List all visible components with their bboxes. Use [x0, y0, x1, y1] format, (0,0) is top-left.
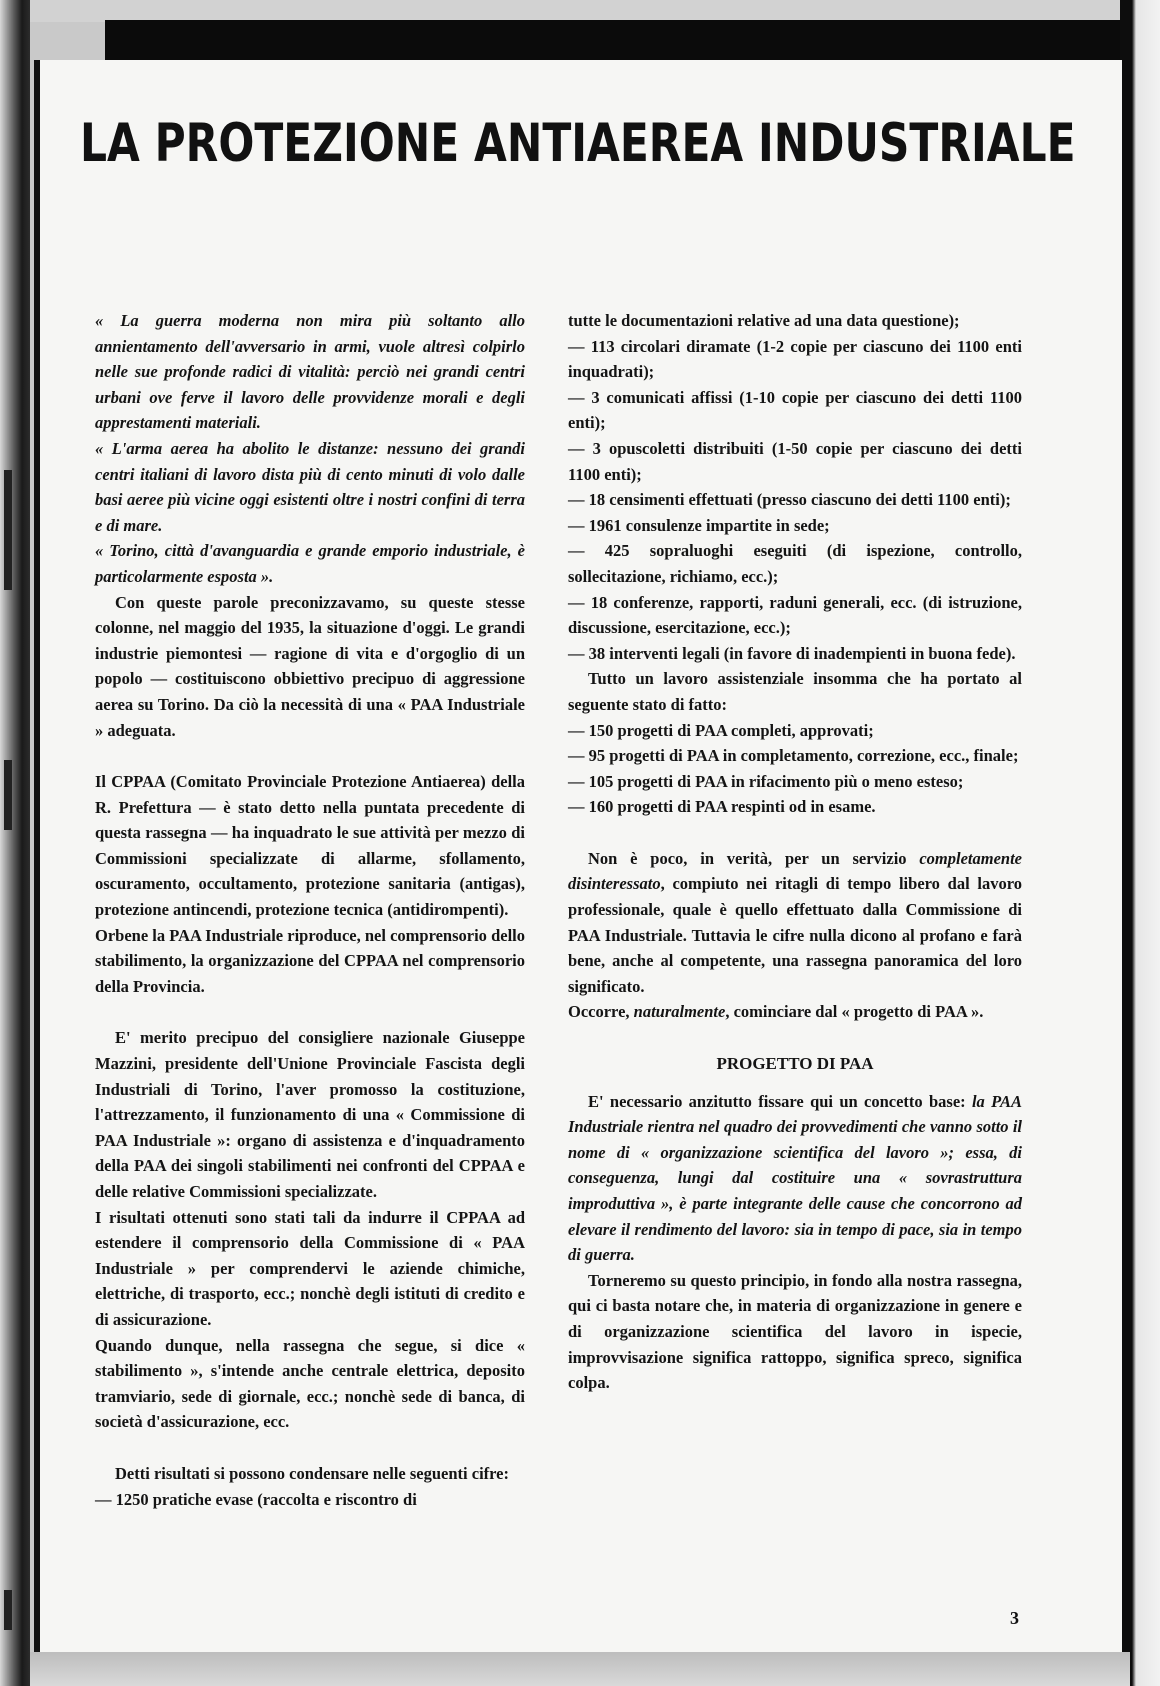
list-item: — 18 conferenze, rapporti, raduni generali, ecc. (di istruzione, discussione, esercitazione, ecc.);	[568, 592, 1022, 638]
list-item: — 150 progetti di PAA completi, approvati;	[568, 720, 874, 740]
section-heading: PROGETTO DI PAA	[716, 1054, 874, 1074]
quote-paragraph: « L'arma aerea ha abolito le distanze: nessuno dei grandi centri italiani di lavoro dista più di cento minuti di volo dalle basi aeree più vicine oggi esistenti oltre i nostri confini di terra e di mare.	[95, 438, 525, 535]
body-paragraph	[568, 1089, 1022, 1268]
text-run: , cominciare dal « progetto di PAA ».	[725, 1002, 984, 1022]
list-item: — 105 progetti di PAA in rifacimento più o meno esteso;	[568, 771, 964, 791]
body-paragraph: Il CPPAA (Comitato Provinciale Protezione Antiaerea) della R. Prefettura — è stato detto nella puntata precedente di questa rassegna — ha inquadrato le sue attività per mezzo di Commissioni specializzate di allarme, sfollamento, oscuramento, occultamento, protezione sanitaria (antigas), protezione antincendi, protezione tecnica (antidirompenti).	[95, 772, 525, 920]
body-paragraph	[568, 846, 1022, 1000]
left-column	[95, 308, 525, 1512]
binding-mark	[4, 760, 12, 830]
list-item: — 425 sopraluoghi eseguiti (di ispezione, controllo, sollecitazione, richiamo, ecc.);	[568, 541, 1022, 586]
italic-run: la PAA Industriale rientra nel quadro dei provvedimenti che vanno sotto il nome di « organizzazione scientifica del lavoro »; essa, di conseguenza, lungi dal costituire una « sovrastruttura improduttiva », è parte integrante delle cause che concorrono ad elevare il rendimento del lavoro: sia in tempo di pace, sia in tempo di guerra.	[568, 1091, 1022, 1265]
page-number: 3	[1010, 1608, 1019, 1628]
body-paragraph: E' merito precipuo del consigliere nazionale Giuseppe Mazzini, presidente dell'Unione Provinciale Fascista degli Industriali di Torino, l'aver promosso la costituzione, l'attrezzamento, il funzionamento di una « Commissione di PAA Industriale »: organo di assistenza e d'inquadramento della PAA dei singoli stabilimenti nei confronti del CPPAA e delle relative Commissioni specializzate.	[95, 1028, 525, 1201]
list-item: — 95 progetti di PAA in completamento, correzione, ecc., finale;	[568, 746, 1019, 766]
left-binding-edge	[0, 0, 30, 1686]
body-paragraph: Detti risultati si possono condensare nelle seguenti cifre:	[115, 1463, 509, 1483]
list-item: — 38 interventi legali (in favore di inadempienti in buona fede).	[568, 643, 1016, 663]
body-paragraph: Con queste parole preconizzavamo, su queste stesse colonne, nel maggio del 1935, la situazione d'oggi. Le grandi industrie piemontesi — ragione di vita e d'orgoglio di un popolo — costituiscono obbiettivo precipuo di aggressione aerea su Torino. Da ciò la necessità di una « PAA Industriale » adeguata.	[95, 592, 525, 740]
right-column	[568, 308, 1022, 1396]
list-item: — 18 censimenti effettuati (presso ciascuno dei detti 1100 enti);	[568, 490, 1011, 510]
list-item: — 3 comunicati affissi (1-10 copie per ciascuno dei detti 1100 enti);	[568, 387, 1022, 433]
page-title: LA PROTEZIONE ANTIAEREA INDUSTRIALE	[80, 113, 1076, 174]
body-paragraph	[568, 999, 1022, 1025]
quote-paragraph: « Torino, città d'avanguardia e grande emporio industriale, è particolarmente esposta ».	[95, 541, 525, 586]
list-item: — 1961 consulenze impartite in sede;	[568, 515, 830, 535]
italic-run: naturalmente	[633, 1002, 726, 1022]
top-black-band	[105, 20, 1140, 62]
bottom-margin	[30, 1652, 1130, 1686]
text-run: , compiuto nei ritagli di tempo libero dal lavoro professionale, quale è quello effettuato dalla Commissione di PAA Industriale. Tuttavia le cifre nulla dicono al profano e farà bene, anche al competente, una rassegna panoramica del loro significato.	[568, 874, 1022, 996]
body-paragraph: I risultati ottenuti sono stati tali da indurre il CPPAA ad estendere il comprensorio della Commissione di « PAA Industriale » per comprendervi le aziende chimiche, elettriche, di trasporto, ecc.; nonchè degli istituti di credito e di assicurazione.	[95, 1207, 525, 1329]
list-item: — 1250 pratiche evase (raccolta e riscontro di	[95, 1489, 417, 1509]
quote-paragraph: « La guerra moderna non mira più soltanto allo annientamento dell'avversario in armi, vuole altresì colpirlo nelle sue profonde radici di vitalità: perciò nei grandi centri urbani ove ferve il lavoro delle provvidenze morali e degli apprestamenti materiali.	[95, 311, 525, 433]
body-paragraph: Tutto un lavoro assistenziale insomma che ha portato al seguente stato di fatto:	[568, 669, 1022, 714]
top-margin	[30, 0, 1160, 22]
body-paragraph: Torneremo su questo principio, in fondo alla nostra rassegna, qui ci basta notare che, in materia di organizzazione in genere e di organizzazione scientifica del lavoro in ispecie, improvvisazione significa rattoppo, significa spreco, significa colpa.	[568, 1270, 1022, 1393]
text-run: E' necessario anzitutto fissare qui un concetto base:	[588, 1091, 972, 1111]
list-item: — 3 opuscoletti distribuiti (1-50 copie per ciascuno dei detti 1100 enti);	[568, 438, 1022, 484]
body-paragraph: Quando dunque, nella rassegna che segue, si dice « stabilimento », s'intende anche centrale elettrica, deposito tramviario, sede di giornale, ecc.; nonchè sede di banca, di società d'assicurazione, ecc.	[95, 1335, 525, 1432]
list-item: — 160 progetti di PAA respinti od in esame.	[568, 797, 876, 817]
binding-mark	[4, 470, 12, 590]
right-edge	[1120, 0, 1160, 1686]
body-paragraph: Orbene la PAA Industriale riproduce, nel comprensorio dello stabilimento, la organizzazione del CPPAA nel comprensorio della Provincia.	[95, 925, 525, 996]
binding-mark	[4, 1590, 12, 1630]
body-paragraph: tutte le documentazioni relative ad una data questione);	[568, 311, 960, 330]
list-item: — 113 circolari diramate (1-2 copie per ciascuno dei 1100 enti inquadrati);	[568, 336, 1022, 382]
text-run: Occorre,	[568, 1002, 634, 1022]
text-run: Non è poco, in verità, per un servizio	[588, 848, 920, 868]
italic-run: completamente disinteressato	[568, 848, 1022, 894]
